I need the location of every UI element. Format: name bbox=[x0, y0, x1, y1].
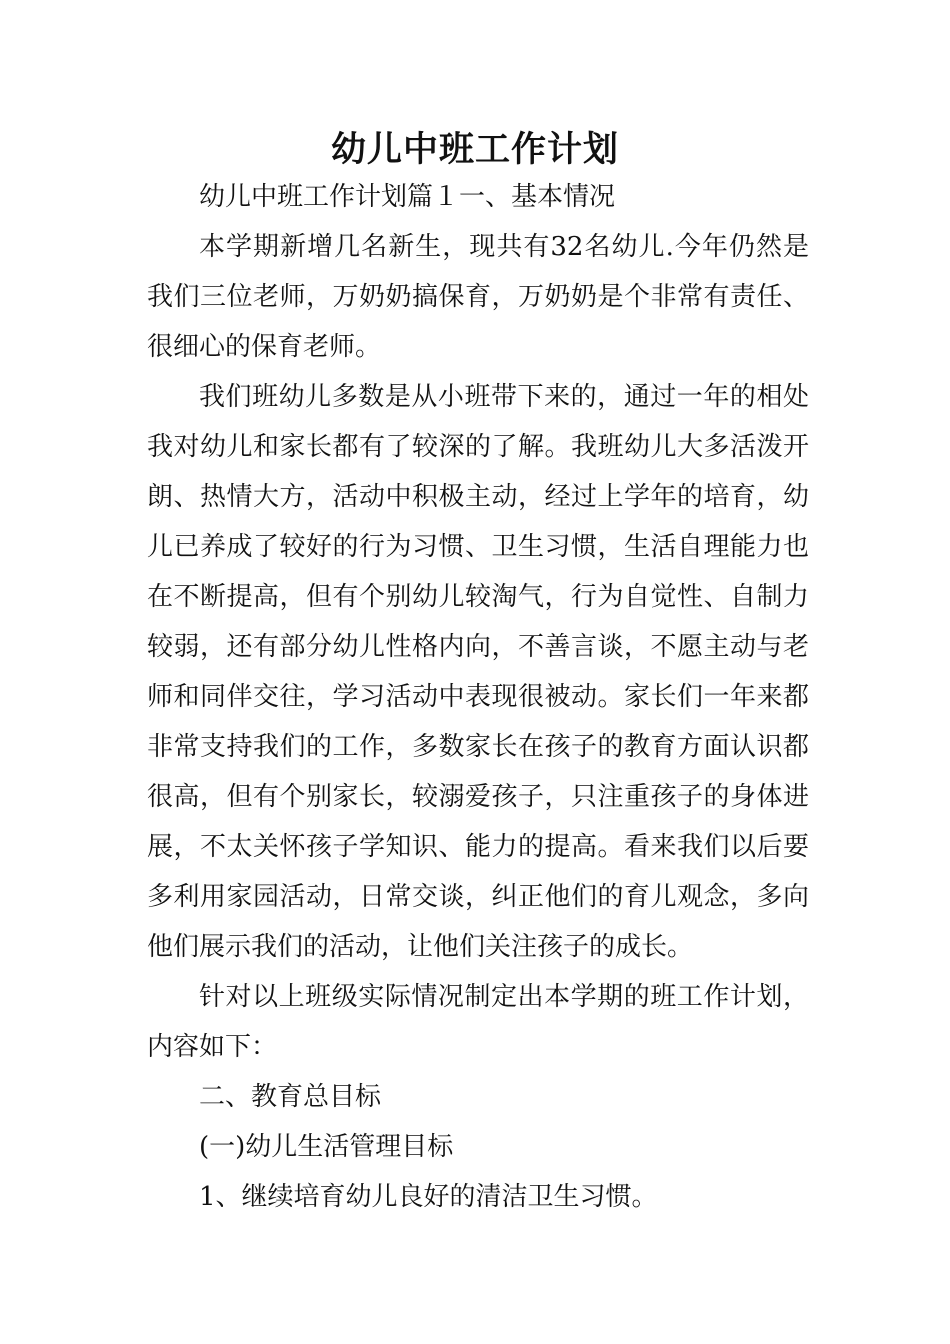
paragraph-class-situation: 我们班幼儿多数是从小班带下来的，通过一年的相处我对幼儿和家长都有了较深的了解。我班幼儿大多活泼开朗、热情大方，活动中积极主动，经过上学年的培育，幼儿已养成了较好的行为习惯、卫生习惯，生活自理能力也在不断提高，但有个别幼儿较淘气，行为自觉性、自制力较弱，还有部分幼儿性格内向，不善言谈，不愿主动与老师和同伴交往，学习活动中表现很被动。家长们一年来都非常支持我们的工作，多数家长在孩子的教育方面认识都很高，但有个别家长，较溺爱孩子，只注重孩子的身体进展，不太关怀孩子学知识、能力的提高。看来我们以后要多利用家园活动，日常交谈，纠正他们的育儿观念，多向他们展示我们的活动，让他们关注孩子的成长。 bbox=[147, 382, 809, 962]
paragraph-plan-intro: 针对以上班级实际情况制定出本学期的班工作计划，内容如下： bbox=[147, 982, 809, 1062]
document-title: 幼儿中班工作计划 bbox=[330, 129, 619, 170]
paragraph-education-goals-heading: 二、教育总目标 bbox=[199, 1082, 382, 1112]
paragraph-new-students: 本学期新增几名新生，现共有32名幼儿.今年仍然是我们三位老师，万奶奶搞保育，万奶奶是个非常有责任、很细心的保育老师。 bbox=[147, 232, 809, 362]
paragraph-life-management-heading: (一)幼儿生活管理目标 bbox=[199, 1132, 454, 1162]
paragraph-hygiene-habits: 1、继续培育幼儿良好的清洁卫生习惯。 bbox=[199, 1182, 658, 1212]
document-body bbox=[147, 172, 809, 1222]
paragraph-section-heading: 幼儿中班工作计划篇１一、基本情况 bbox=[199, 182, 616, 212]
